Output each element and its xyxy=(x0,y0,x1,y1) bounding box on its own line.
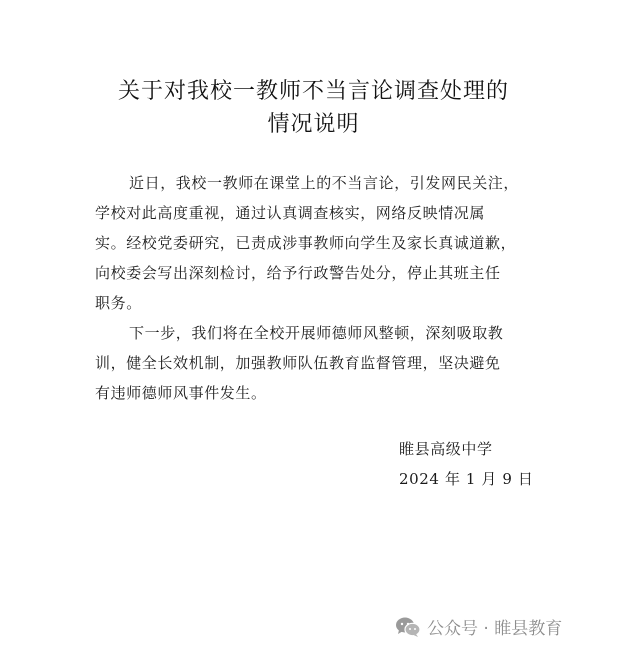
paragraph-line: 近日，我校一教师在课堂上的不当言论，引发网民关注， xyxy=(129,174,520,192)
paragraph-2 xyxy=(95,318,547,408)
signature-organization: 睢县高级中学 xyxy=(399,440,493,458)
wechat-icon xyxy=(395,616,421,638)
paragraph-line: 向校委会写出深刻检讨，给予行政警告处分，停止其班主任 xyxy=(95,264,501,282)
paragraph-line: 有违师德师风事件发生。 xyxy=(95,384,267,402)
document-title-line1: 关于对我校一教师不当言论调查处理的 xyxy=(117,79,509,104)
paragraph-line: 职务。 xyxy=(95,294,142,312)
signature-date: 2024 年 1 月 9 日 xyxy=(399,470,534,488)
paragraph-line: 下一步，我们将在全校开展师德师风整顿，深刻吸取教 xyxy=(129,324,504,342)
paragraph-line: 学校对此高度重视，通过认真调查核实，网络反映情况属 xyxy=(95,204,486,222)
paragraph-line: 训，健全长效机制，加强教师队伍教育监督管理，坚决避免 xyxy=(95,354,501,372)
watermark-text: 公众号 · 睢县教育 xyxy=(427,619,563,639)
paragraph-line: 实。经校党委研究，已责成涉事教师向学生及家长真诚道歉， xyxy=(95,234,517,252)
paragraph-1 xyxy=(95,168,547,318)
wechat-watermark xyxy=(395,614,562,639)
document-title-line2: 情况说明 xyxy=(267,112,360,137)
